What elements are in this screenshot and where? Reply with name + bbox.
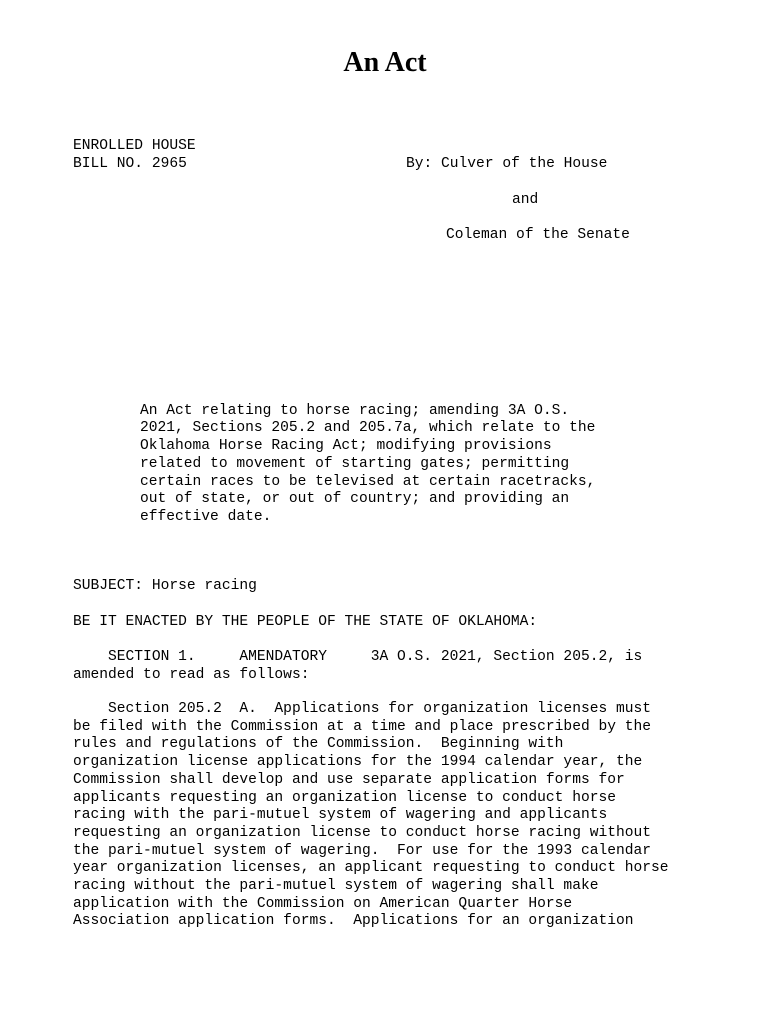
body-line: organization license applications for the 1994 calendar year, the xyxy=(73,754,643,771)
body-line: applicants requesting an organization license to conduct horse xyxy=(73,789,616,806)
summary-line: effective date. xyxy=(140,508,272,525)
author-conjunction: and xyxy=(512,192,539,208)
body-line: racing without the pari-mutuel system of wagering shall make xyxy=(73,878,599,895)
body-line: Association application forms. Applications for an organization xyxy=(73,913,634,930)
author-senate: Coleman of the Senate xyxy=(446,227,630,243)
section-heading-line: amended to read as follows: xyxy=(73,666,310,683)
summary-line: An Act relating to horse racing; amending 3A O.S. xyxy=(140,402,570,419)
body-line: be filed with the Commission at a time and place prescribed by the xyxy=(73,718,652,735)
body-line: racing with the pari-mutuel system of wagering and applicants xyxy=(73,807,608,824)
bill-number-line: BILL NO. 2965 xyxy=(73,155,187,172)
summary-line: 2021, Sections 205.2 and 205.7a, which relate to the xyxy=(140,420,596,437)
body-line: the pari-mutuel system of wagering. For use for the 1993 calendar xyxy=(73,842,652,859)
body-line: Section 205.2 A. Applications for organization licenses must xyxy=(73,701,652,717)
summary-line: Oklahoma Horse Racing Act; modifying provisions xyxy=(140,438,552,455)
section-heading-line: SECTION 1. AMENDATORY 3A O.S. 2021, Section 205.2, is xyxy=(73,649,643,665)
body-line: requesting an organization license to conduct horse racing without xyxy=(73,824,652,841)
summary-line: out of state, or out of country; and providing an xyxy=(140,491,570,508)
enacting-clause: BE IT ENACTED BY THE PEOPLE OF THE STATE OF OKLAHOMA: xyxy=(73,614,538,630)
section-body xyxy=(73,701,669,931)
act-summary xyxy=(140,385,595,544)
body-line: year organization licenses, an applicant requesting to conduct horse xyxy=(73,860,669,877)
author-house: By: Culver of the House xyxy=(406,156,608,172)
body-line: application with the Commission on American Quarter Horse xyxy=(73,895,573,912)
bill-label xyxy=(73,138,196,173)
document-title: An Act xyxy=(343,47,427,78)
subject-line: SUBJECT: Horse racing xyxy=(73,578,257,594)
body-line: rules and regulations of the Commission. Beginning with xyxy=(73,736,564,753)
bill-label-line: ENROLLED HOUSE xyxy=(73,138,196,154)
section-heading xyxy=(73,649,642,684)
body-line: Commission shall develop and use separate application forms for xyxy=(73,771,625,788)
summary-line: related to movement of starting gates; permitting xyxy=(140,455,570,472)
summary-line: certain races to be televised at certain racetracks, xyxy=(140,473,596,490)
